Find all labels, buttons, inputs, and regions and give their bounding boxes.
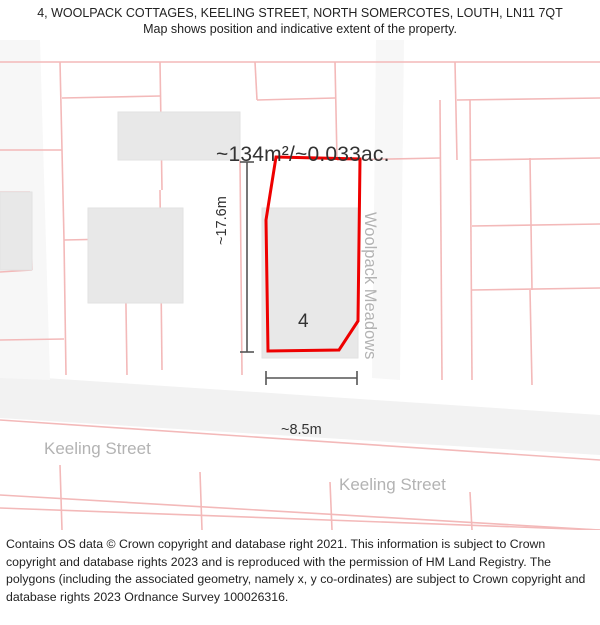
page-subtitle: Map shows position and indicative extent of the property.: [143, 22, 457, 36]
copyright-footer: Contains OS data © Crown copyright and database right 2021. This information is subject to Crown copyright and database rights 2023 and is reproduced with the permission of HM Land Registry. The polygons (including the associated geometry, namely x, y co-ordinates) are subject to Crown copyright and database rights 2023 Ordnance Survey 100026316.: [6, 537, 586, 604]
map-canvas[interactable]: [0, 40, 600, 530]
page-header: [0, 0, 600, 37]
street-label-woolpack-meadows: Woolpack Meadows: [361, 212, 379, 360]
plot-number-label: 4: [298, 311, 309, 332]
street-label-keeling-street-west: Keeling Street: [44, 439, 151, 458]
dimension-vertical-label: ~17.6m: [214, 196, 230, 245]
area-label: ~134m²/~0.033ac.: [216, 143, 390, 166]
page-title: 4, WOOLPACK COTTAGES, KEELING STREET, NORTH SOMERCOTES, LOUTH, LN11 7QT: [37, 6, 563, 20]
dimension-horizontal-label: ~8.5m: [281, 422, 322, 438]
street-label-keeling-street-east: Keeling Street: [339, 475, 446, 494]
